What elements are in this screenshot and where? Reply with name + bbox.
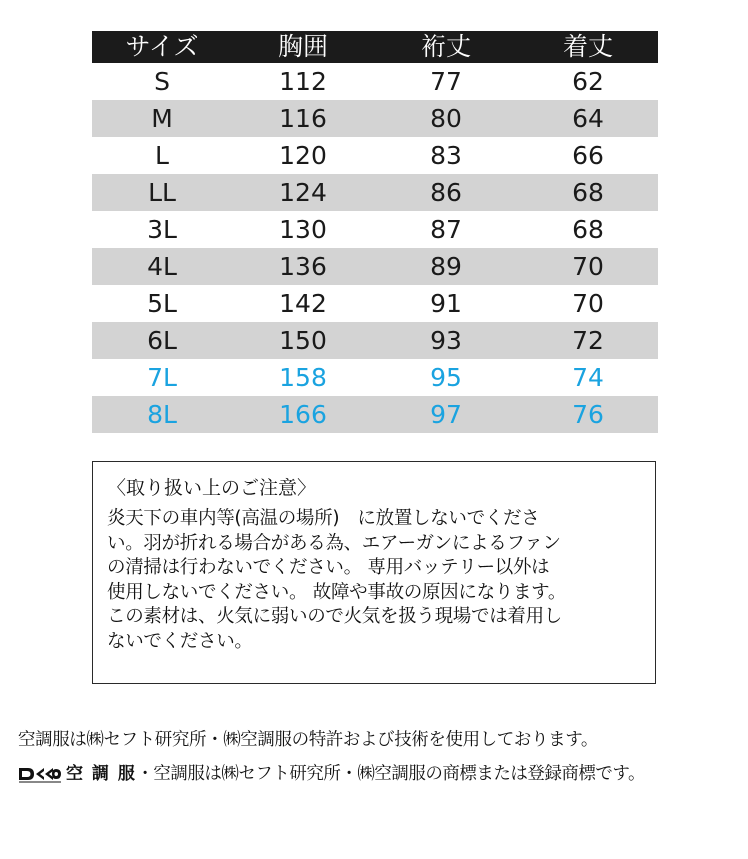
size-cell: 4L xyxy=(92,248,232,285)
table-row xyxy=(92,322,658,359)
chest-cell: 150 xyxy=(232,322,374,359)
chest-cell: 142 xyxy=(279,289,327,318)
size-cell: 8L xyxy=(92,396,232,433)
care-notice-line: の清掃は行わないでください。 専用バッテリー以外は xyxy=(107,557,550,578)
sleeve-cell: 93 xyxy=(374,322,518,359)
chest-cell: 112 xyxy=(279,67,327,96)
chest-cell: 124 xyxy=(232,174,374,211)
size-cell: M xyxy=(92,100,232,137)
care-notice-line: 炎天下の車内等(高温の場所) に放置しないでくださ xyxy=(107,508,540,529)
size-chart-table xyxy=(92,31,658,433)
table-row xyxy=(92,63,658,100)
size-cell: L xyxy=(155,141,169,170)
care-notice-line: 使用しないでください。 故障や事故の原因になります。 xyxy=(107,581,567,603)
chest-cell: 120 xyxy=(279,141,327,170)
length-cell: 62 xyxy=(572,67,604,96)
patent-notice: 空調服は㈱セフト研究所・㈱空調服の特許および技術を使用しております。 xyxy=(18,730,598,750)
table-row xyxy=(92,174,658,211)
sleeve-cell: 87 xyxy=(430,215,462,244)
header-chest: 胸囲 xyxy=(232,31,374,63)
care-notice-line: ないでください。 xyxy=(107,630,253,652)
header-sleeve-length: 裄丈 xyxy=(374,31,518,63)
length-cell: 68 xyxy=(572,215,604,244)
care-notice-box xyxy=(92,461,656,684)
table-row xyxy=(92,396,658,433)
table-row xyxy=(92,100,658,137)
table-row xyxy=(92,137,658,174)
length-cell: 64 xyxy=(518,100,658,137)
care-notice-line: い。羽が折れる場合がある為、エアーガンによるファン xyxy=(107,532,561,554)
size-cell: S xyxy=(154,67,170,96)
size-cell: 6L xyxy=(92,322,232,359)
size-cell: 3L xyxy=(147,215,177,244)
care-notice-line: この素材は、火気に弱いので火気を扱う現場では着用し xyxy=(107,606,563,627)
sleeve-cell: 86 xyxy=(374,174,518,211)
size-cell: 5L xyxy=(147,289,177,318)
sleeve-cell: 83 xyxy=(430,141,462,170)
chest-cell: 116 xyxy=(232,100,374,137)
table-row xyxy=(92,359,658,396)
length-cell: 70 xyxy=(518,248,658,285)
size-cell: 7L xyxy=(147,363,177,392)
size-chart-header-row xyxy=(92,31,658,63)
size-cell: LL xyxy=(92,174,232,211)
chest-cell: 130 xyxy=(279,215,327,244)
chest-cell: 158 xyxy=(279,363,327,392)
sleeve-cell: 89 xyxy=(374,248,518,285)
table-row xyxy=(92,248,658,285)
length-cell: 68 xyxy=(518,174,658,211)
sleeve-cell: 80 xyxy=(374,100,518,137)
length-cell: 76 xyxy=(518,396,658,433)
trademark-text: ・空調服は㈱セフト研究所・㈱空調服の商標または登録商標です。 xyxy=(136,764,645,784)
care-notice-title: 〈取り扱い上のご注意〉 xyxy=(107,477,317,499)
trademark-notice xyxy=(18,762,645,786)
header-size: サイズ xyxy=(92,31,232,63)
chest-cell: 136 xyxy=(232,248,374,285)
kuchofuku-logo-icon xyxy=(18,765,62,783)
table-row xyxy=(92,211,658,248)
sleeve-cell: 77 xyxy=(430,67,462,96)
sleeve-cell: 91 xyxy=(430,289,462,318)
header-body-length: 着丈 xyxy=(518,31,658,63)
chest-cell: 166 xyxy=(232,396,374,433)
length-cell: 74 xyxy=(572,363,604,392)
length-cell: 72 xyxy=(518,322,658,359)
sleeve-cell: 95 xyxy=(430,363,462,392)
length-cell: 66 xyxy=(572,141,604,170)
brand-wordmark: 空 調 服 xyxy=(66,764,137,784)
table-row xyxy=(92,285,658,322)
sleeve-cell: 97 xyxy=(374,396,518,433)
length-cell: 70 xyxy=(572,289,604,318)
